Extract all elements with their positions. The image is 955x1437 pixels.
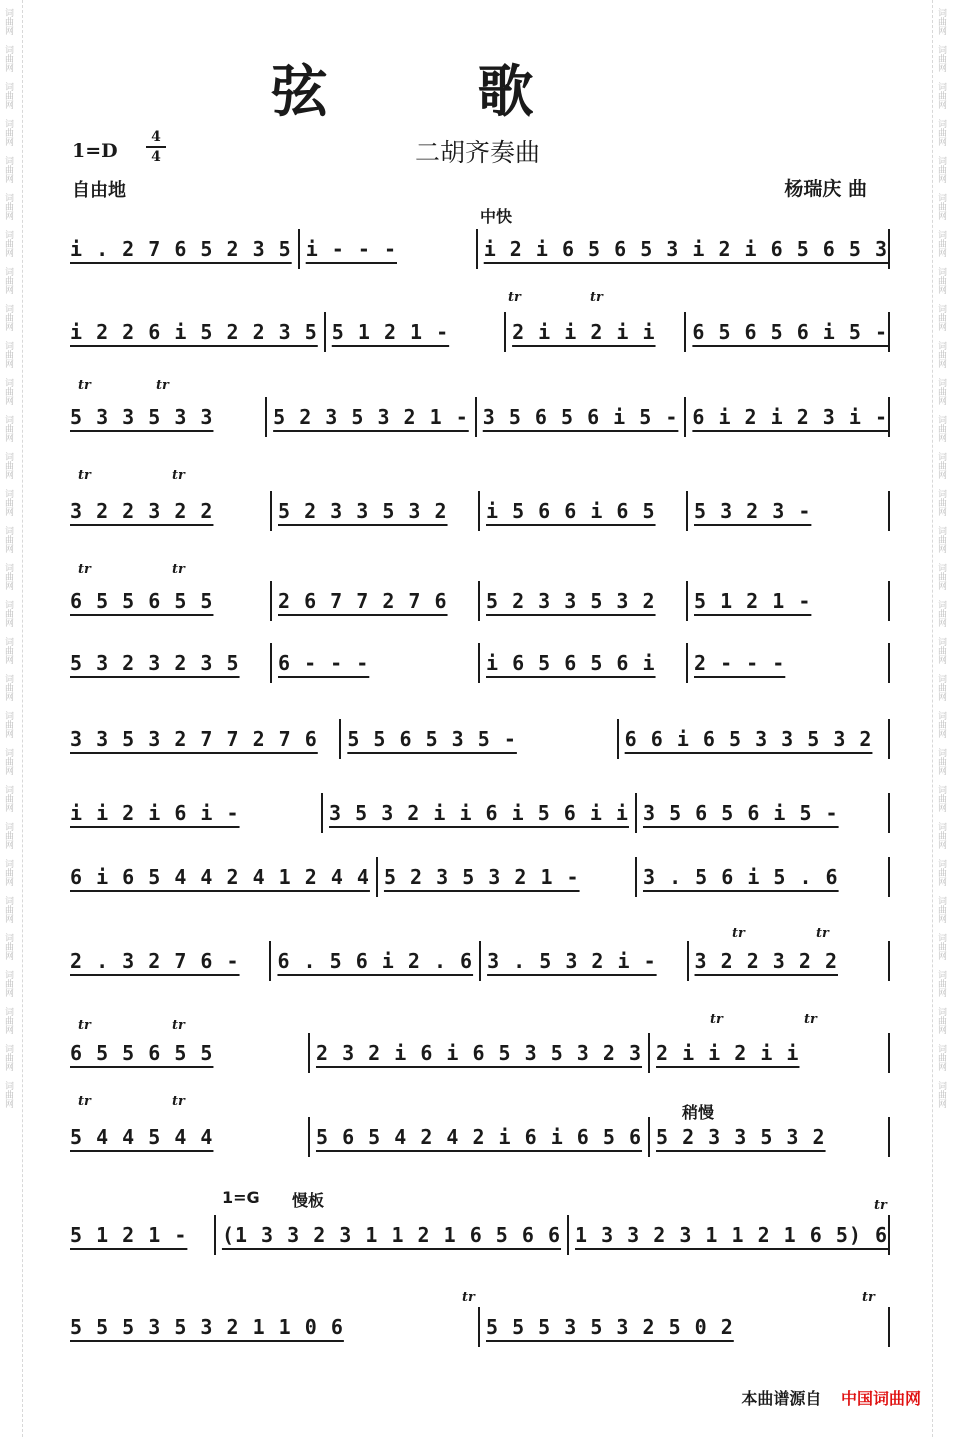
barline <box>265 397 267 437</box>
tempo-manban: 慢板 <box>292 1191 325 1210</box>
song-title: 弦歌 <box>271 59 684 125</box>
watermark-text: 词曲网 <box>3 822 13 849</box>
score-line <box>70 790 890 836</box>
watermark-text: 词曲网 <box>936 748 946 775</box>
watermark-text: 词曲网 <box>3 600 13 627</box>
key-signature: 1=D <box>72 140 118 162</box>
trill-mark: tr <box>862 1290 875 1305</box>
measure: 5 2 3 3 5 3 2 <box>486 589 656 613</box>
measure: 6 5 5 6 5 5 <box>70 589 214 613</box>
barline <box>308 1117 310 1157</box>
barline <box>298 229 300 269</box>
barline <box>888 581 890 621</box>
score-line <box>70 938 890 984</box>
footer <box>741 1386 921 1409</box>
trill-mark: tr <box>78 562 91 577</box>
meter-bottom: 4 <box>151 148 161 165</box>
watermark-text: 词曲网 <box>936 230 946 257</box>
measure: i 2 i 6 5 6 5 3 i 2 i 6 5 6 5 3 <box>483 237 888 261</box>
watermark-text: 词曲网 <box>936 267 946 294</box>
key-change: 1=G <box>222 1188 260 1207</box>
trill-mark: tr <box>172 1094 185 1109</box>
measure: 5 6 5 4 2 4 2 i 6 i 6 5 6 <box>315 1125 643 1149</box>
watermark-text: 词曲网 <box>936 304 946 331</box>
measure: 5 1 2 1 - <box>331 320 450 344</box>
measure: i 5 6 6 i 6 5 <box>486 499 656 523</box>
tempo-zhongkuai: 中快 <box>480 207 513 226</box>
measure: 6 5 6 5 6 i 5 - <box>692 320 888 344</box>
watermark-text: 词曲网 <box>936 711 946 738</box>
barline <box>648 1033 650 1073</box>
measure: 2 3 2 i 6 i 6 5 3 5 3 2 3 <box>315 1041 643 1065</box>
time-signature <box>146 128 166 166</box>
barline <box>567 1215 569 1255</box>
watermark-text: 词曲网 <box>3 748 13 775</box>
measure: 5 3 2 3 2 3 5 <box>70 651 240 675</box>
measure: 3 2 2 3 2 2 <box>694 949 838 973</box>
measure: 5 2 3 3 5 3 2 <box>656 1125 826 1149</box>
measure: 5 1 2 1 - <box>694 589 812 613</box>
watermark-text: 词曲网 <box>936 8 946 35</box>
watermark-text: 词曲网 <box>936 600 946 627</box>
watermark-text: 词曲网 <box>936 193 946 220</box>
trill-mark: tr <box>508 290 521 305</box>
barline <box>214 1215 216 1255</box>
barline <box>308 1033 310 1073</box>
measure: 2 . 3 2 7 6 - <box>70 949 240 973</box>
watermark-text: 词曲网 <box>936 933 946 960</box>
barline <box>888 312 890 352</box>
watermark-text: 词曲网 <box>3 674 13 701</box>
watermark-text: 词曲网 <box>3 304 13 331</box>
watermark-text: 词曲网 <box>936 489 946 516</box>
trill-mark: tr <box>78 1018 91 1033</box>
watermark-text: 词曲网 <box>3 896 13 923</box>
watermark-text: 词曲网 <box>936 674 946 701</box>
barline <box>479 941 481 981</box>
measure: 5 3 3 5 3 3 <box>70 405 214 429</box>
trill-mark: tr <box>156 378 169 393</box>
barline <box>684 397 686 437</box>
barline <box>888 1117 890 1157</box>
barline <box>270 643 272 683</box>
trill-mark: tr <box>874 1198 887 1213</box>
measure: 5 1 2 1 - <box>70 1223 188 1247</box>
watermark-text: 词曲网 <box>3 8 13 35</box>
trill-mark: tr <box>78 1094 91 1109</box>
watermark-text: 词曲网 <box>3 785 13 812</box>
watermark-text: 词曲网 <box>936 896 946 923</box>
measure: i 6 5 6 5 6 i <box>486 651 656 675</box>
barline <box>687 941 689 981</box>
barline <box>269 941 271 981</box>
watermark-strip-right <box>932 0 955 1437</box>
trill-mark: tr <box>78 468 91 483</box>
watermark-text: 词曲网 <box>936 1044 946 1071</box>
trill-mark: tr <box>78 378 91 393</box>
watermark-text: 词曲网 <box>3 415 13 442</box>
watermark-text: 词曲网 <box>936 452 946 479</box>
trill-mark: tr <box>172 468 185 483</box>
barline <box>888 1215 890 1255</box>
watermark-text: 词曲网 <box>936 156 946 183</box>
watermark-text: 词曲网 <box>3 82 13 109</box>
watermark-text: 词曲网 <box>3 341 13 368</box>
barline <box>270 491 272 531</box>
trill-mark: tr <box>172 1018 185 1033</box>
tempo-free: 自由地 <box>72 180 126 201</box>
score-line <box>70 488 890 534</box>
measure: 6 . 5 6 i 2 . 6 <box>277 949 474 973</box>
watermark-text: 词曲网 <box>3 230 13 257</box>
trill-mark: tr <box>590 290 603 305</box>
measure: i . 2 7 6 5 2 3 5 <box>70 237 292 261</box>
watermark-text: 词曲网 <box>936 119 946 146</box>
barline <box>888 1307 890 1347</box>
measure: 6 i 6 5 4 4 2 4 1 2 4 4 <box>70 865 370 889</box>
measure: i 2 2 6 i 5 2 2 3 5 <box>70 320 318 344</box>
score-line <box>70 394 890 440</box>
watermark-text: 词曲网 <box>936 970 946 997</box>
measure: 6 i 2 i 2 3 i - <box>692 405 888 429</box>
barline <box>888 719 890 759</box>
watermark-text: 词曲网 <box>936 785 946 812</box>
barline <box>888 491 890 531</box>
watermark-text: 词曲网 <box>936 1081 946 1108</box>
measure: 3 . 5 3 2 i - <box>487 949 657 973</box>
score-line <box>70 1212 890 1258</box>
footer-source: 本曲谱源自 <box>741 1389 822 1408</box>
meter-top: 4 <box>151 129 161 145</box>
score-line <box>70 716 890 762</box>
measure: i - - - <box>305 237 397 261</box>
barline <box>686 581 688 621</box>
measure: 3 3 5 3 2 7 7 2 7 6 <box>70 727 318 751</box>
measure: 6 - - - <box>278 651 370 675</box>
barline <box>475 397 477 437</box>
score-line <box>70 309 890 355</box>
watermark-text: 词曲网 <box>3 119 13 146</box>
measure: 5 5 6 5 3 5 - <box>347 727 517 751</box>
measure: 3 5 6 5 6 i 5 - <box>642 801 839 825</box>
measure: 6 5 5 6 5 5 <box>70 1041 214 1065</box>
barline <box>270 581 272 621</box>
watermark-text: 词曲网 <box>936 822 946 849</box>
barline <box>686 491 688 531</box>
trill-mark: tr <box>172 562 185 577</box>
watermark-text: 词曲网 <box>3 970 13 997</box>
song-subtitle: 二胡齐奏曲 <box>414 138 540 167</box>
score-line <box>70 578 890 624</box>
barline <box>888 1033 890 1073</box>
trill-mark: tr <box>710 1012 723 1027</box>
barline <box>888 941 890 981</box>
measure: 5 2 3 3 5 3 2 <box>278 499 448 523</box>
barline <box>321 793 323 833</box>
watermark-text: 词曲网 <box>3 45 13 72</box>
barline <box>684 312 686 352</box>
watermark-strip-left <box>0 0 23 1437</box>
score-line <box>70 640 890 686</box>
watermark-text: 词曲网 <box>3 452 13 479</box>
watermark-text: 词曲网 <box>936 526 946 553</box>
score-line <box>70 1304 890 1350</box>
measure: 2 i i 2 i i <box>512 320 656 344</box>
watermark-text: 词曲网 <box>3 563 13 590</box>
barline <box>476 229 478 269</box>
barline <box>339 719 341 759</box>
barline <box>617 719 619 759</box>
watermark-text: 词曲网 <box>936 1007 946 1034</box>
barline <box>888 793 890 833</box>
measure: 5 5 5 3 5 3 2 5 0 2 <box>486 1315 734 1339</box>
watermark-text: 词曲网 <box>936 859 946 886</box>
watermark-text: 词曲网 <box>3 489 13 516</box>
watermark-text: 词曲网 <box>936 45 946 72</box>
measure: 5 4 4 5 4 4 <box>70 1125 214 1149</box>
barline <box>478 581 480 621</box>
measure: i i 2 i 6 i - <box>70 801 240 825</box>
measure: 5 2 3 5 3 2 1 - <box>383 865 580 889</box>
measure: 6 6 i 6 5 3 3 5 3 2 <box>624 727 873 751</box>
watermark-text: 词曲网 <box>3 526 13 553</box>
trill-mark: tr <box>816 926 829 941</box>
watermark-text: 词曲网 <box>3 156 13 183</box>
barline <box>324 312 326 352</box>
barline <box>648 1117 650 1157</box>
watermark-text: 词曲网 <box>936 378 946 405</box>
measure: 3 2 2 3 2 2 <box>70 499 214 523</box>
trill-mark: tr <box>804 1012 817 1027</box>
measure: 3 5 6 5 6 i 5 - <box>482 405 679 429</box>
measure: 2 i i 2 i i <box>656 1041 800 1065</box>
score-line <box>70 1114 890 1160</box>
watermark-text: 词曲网 <box>3 378 13 405</box>
watermark-text: 词曲网 <box>936 341 946 368</box>
measure: 2 - - - <box>694 651 786 675</box>
tempo-shaoman: 稍慢 <box>682 1103 715 1122</box>
barline <box>504 312 506 352</box>
watermark-text: 词曲网 <box>3 267 13 294</box>
watermark-text: 词曲网 <box>936 637 946 664</box>
measure: 3 5 3 2 i i 6 i 5 6 i i <box>329 801 629 825</box>
score-line <box>70 226 890 272</box>
barline <box>478 1307 480 1347</box>
barline <box>376 857 378 897</box>
footer-site[interactable]: 中国词曲网 <box>840 1389 921 1408</box>
measure: 2 6 7 7 2 7 6 <box>278 589 448 613</box>
score-line <box>70 854 890 900</box>
watermark-text: 词曲网 <box>3 1044 13 1071</box>
barline <box>635 857 637 897</box>
barline <box>888 397 890 437</box>
trill-mark: tr <box>462 1290 475 1305</box>
measure: (1 3 3 2 3 1 1 2 1 6 5 6 6 <box>221 1223 562 1247</box>
trill-mark: tr <box>732 926 745 941</box>
barline <box>635 793 637 833</box>
barline <box>888 643 890 683</box>
measure: 5 2 3 5 3 2 1 - <box>273 405 469 429</box>
watermark-text: 词曲网 <box>3 193 13 220</box>
composer: 杨瑞庆 曲 <box>784 178 867 200</box>
watermark-text: 词曲网 <box>3 859 13 886</box>
watermark-text: 词曲网 <box>3 933 13 960</box>
measure: 1 3 3 2 3 1 1 2 1 6 5) 6 <box>575 1223 888 1247</box>
score-line <box>70 1030 890 1076</box>
barline <box>888 857 890 897</box>
watermark-text: 词曲网 <box>3 711 13 738</box>
watermark-text: 词曲网 <box>936 82 946 109</box>
barline <box>686 643 688 683</box>
barline <box>478 491 480 531</box>
watermark-text: 词曲网 <box>3 1081 13 1108</box>
watermark-text: 词曲网 <box>3 1007 13 1034</box>
measure: 5 3 2 3 - <box>694 499 812 523</box>
measure: 5 5 5 3 5 3 2 1 1 0 6 <box>70 1315 344 1339</box>
watermark-text: 词曲网 <box>936 563 946 590</box>
barline <box>888 229 890 269</box>
watermark-text: 词曲网 <box>936 415 946 442</box>
barline <box>478 643 480 683</box>
measure: 3 . 5 6 i 5 . 6 <box>642 865 839 889</box>
watermark-text: 词曲网 <box>3 637 13 664</box>
